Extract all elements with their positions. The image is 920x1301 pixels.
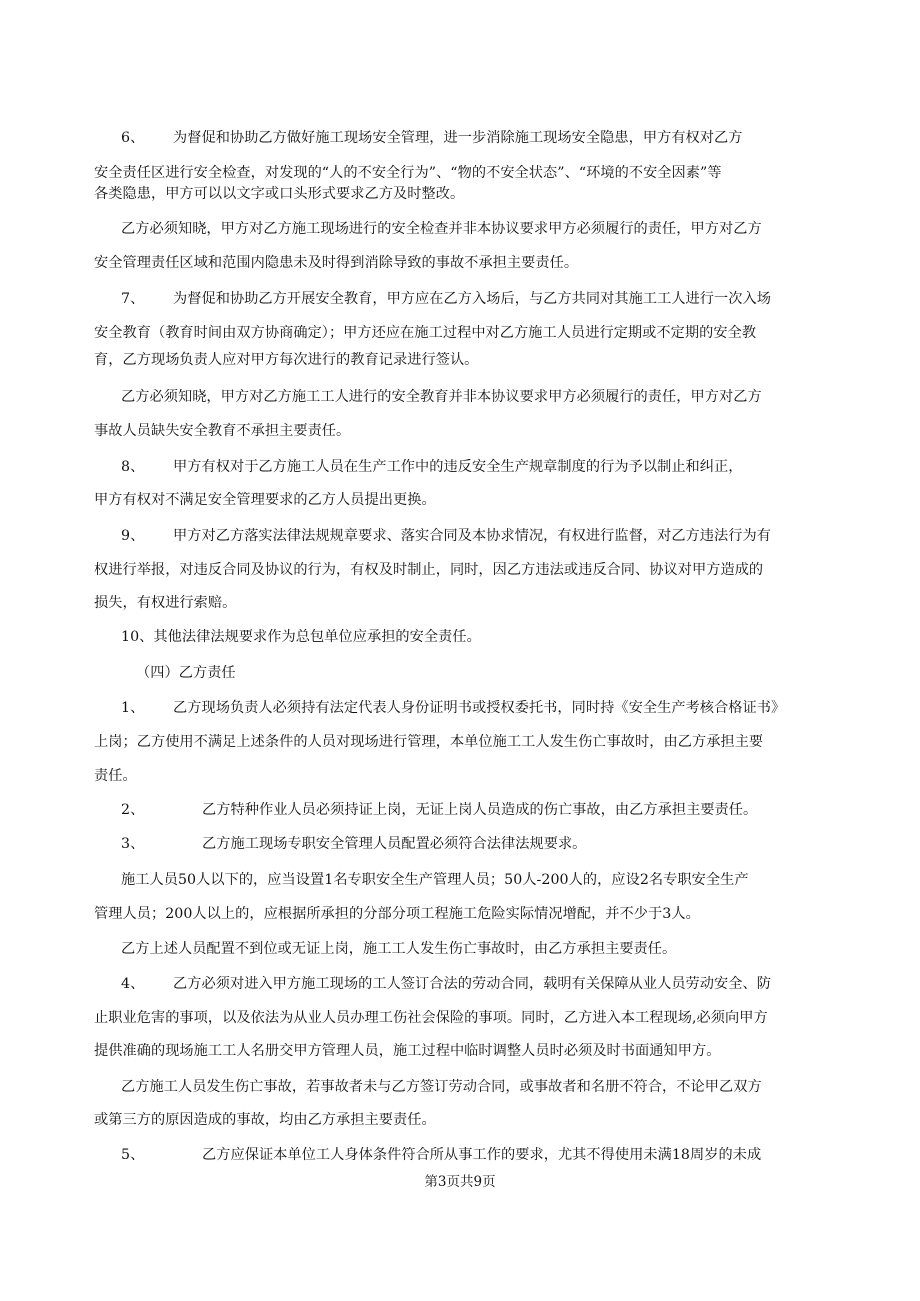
paragraph-text: 乙方施工现场专职安全管理人员配置必须符合法律法规要求。 (202, 836, 587, 852)
paragraph-text: 为督促和协助乙方做好施工现场安全管理，进一步消除施工现场安全隐患，甲方有权对乙方 (173, 130, 743, 146)
item-4-line-1 (121, 974, 771, 994)
item-3 (121, 834, 586, 854)
paragraph-number: 2、 (121, 802, 145, 818)
item-1-line-1 (121, 698, 785, 718)
item-4-line-3: 提供准确的现场施工工人名册交甲方管理人员，施工过程中临时调整人员时必须及时书面通知甲方。 (94, 1043, 721, 1059)
note-a-line-1: 乙方必须知晓，甲方对乙方施工现场进行的安全检查并非本协议要求甲方必须履行的责任，甲方对乙方 (121, 221, 762, 237)
note-b-line-2: 事故人员缺失安全教育不承担主要责任。 (94, 423, 351, 439)
paragraph-text: 乙方应保证本单位工人身体条件符合所从事工作的要求，尤其不得使用未满18周岁的未成 (202, 1147, 762, 1163)
paragraph-number: 8、 (121, 459, 145, 475)
paragraph-number: 3、 (121, 836, 145, 852)
item-2 (121, 800, 757, 820)
paragraph-6-line-1 (121, 128, 743, 148)
paragraph-number: 9、 (121, 528, 145, 544)
paragraph-7-line-3: 育，乙方现场负责人应对甲方每次进行的教育记录进行签认。 (94, 352, 479, 368)
paragraph-8-line-2: 甲方有权对不满足安全管理要求的乙方人员提出更换。 (94, 492, 436, 508)
paragraph-7-line-2: 安全教育（教育时间由双方协商确定）；甲方还应在施工过程中对乙方施工人员进行定期或不定期的安全教 (94, 325, 757, 341)
paragraph-text: 甲方对乙方落实法律法规规章要求、落实合同及本协求情况，有权进行监督，对乙方违法行为有 (173, 528, 771, 544)
paragraph-9-line-1 (121, 526, 771, 546)
item-1-line-2: 上岗；乙方使用不满足上述条件的人员对现场进行管理，本单位施工工人发生伤亡事故时，由乙方承担主要 (94, 734, 764, 750)
section-heading: （四）乙方责任 (136, 665, 236, 681)
item-5 (121, 1145, 761, 1165)
note-b-line-1: 乙方必须知晓，甲方对乙方施工工人进行的安全教育并非本协议要求甲方必须履行的责任，甲方对乙方 (121, 389, 762, 405)
paragraph-text: 甲方有权对于乙方施工人员在生产工作中的违反安全生产规章制度的行为予以制止和纠正， (173, 459, 743, 475)
page-footer: 第3页共9页 (424, 1174, 496, 1190)
item-1-line-3: 责任。 (94, 768, 137, 784)
staffing-consequence: 乙方上述人员配置不到位或无证上岗，施工工人发生伤亡事故时，由乙方承担主要责任。 (121, 941, 677, 957)
paragraph-text: 乙方必须对进入甲方施工现场的工人签订合法的劳动合同，载明有关保障从业人员劳动安全、防 (173, 976, 771, 992)
paragraph-6-line-2: 安全责任区进行安全检查，对发现的“人的不安全行为”、“物的不安全状态”、“环境的不安全因素”等 (94, 165, 722, 181)
paragraph-6-line-3: 各类隐患，甲方可以以文字或口头形式要求乙方及时整改。 (94, 186, 465, 202)
paragraph-number: 5、 (121, 1147, 145, 1163)
paragraph-number: 1、 (121, 700, 145, 716)
accident-note-line-2: 或第三方的原因造成的事故，均由乙方承担主要责任。 (94, 1112, 436, 1128)
paragraph-number: 4、 (121, 976, 145, 992)
paragraph-number: 6、 (121, 130, 145, 146)
accident-note-line-1: 乙方施工人员发生伤亡事故，若事故者未与乙方签订劳动合同，或事故者和名册不符合，不论甲乙双方 (121, 1079, 762, 1095)
paragraph-text: 乙方现场负责人必须持有法定代表人身份证明书或授权委托书，同时持《安全生产考核合格证书》 (173, 700, 786, 716)
note-a-line-2: 安全管理责任区域和范围内隐患未及时得到消除导致的事故不承担主要责任。 (94, 255, 579, 271)
paragraph-9-line-3: 损失，有权进行索赔。 (94, 595, 237, 611)
paragraph-8-line-1 (121, 457, 743, 477)
paragraph-text: 为督促和协助乙方开展安全教育，甲方应在乙方入场后，与乙方共同对其施工工人进行一次入场 (173, 291, 771, 307)
paragraph-10: 10、其他法律法规要求作为总包单位应承担的安全责任。 (121, 629, 481, 645)
paragraph-9-line-2: 权进行举报，对违反合同及协议的行为，有权及时制止，同时，因乙方违法或违反合同、协议对甲方造成的 (94, 562, 764, 578)
paragraph-7-line-1 (121, 289, 771, 309)
staffing-note-line-2: 管理人员；200人以上的，应根据所承担的分部分项工程施工危险实际情况增配，并不少于3人。 (94, 906, 700, 922)
paragraph-text: 乙方特种作业人员必须持证上岗，无证上岗人员造成的伤亡事故，由乙方承担主要责任。 (202, 802, 758, 818)
item-4-line-2: 止职业危害的事项，以及依法为从业人员办理工伤社会保险的事项。同时，乙方进入本工程现场,必须向甲方 (94, 1010, 768, 1026)
paragraph-number: 7、 (121, 291, 145, 307)
staffing-note-line-1: 施工人员50人以下的，应当设置1名专职安全生产管理人员；50人-200人的，应设2名专职安全生产 (121, 872, 749, 888)
